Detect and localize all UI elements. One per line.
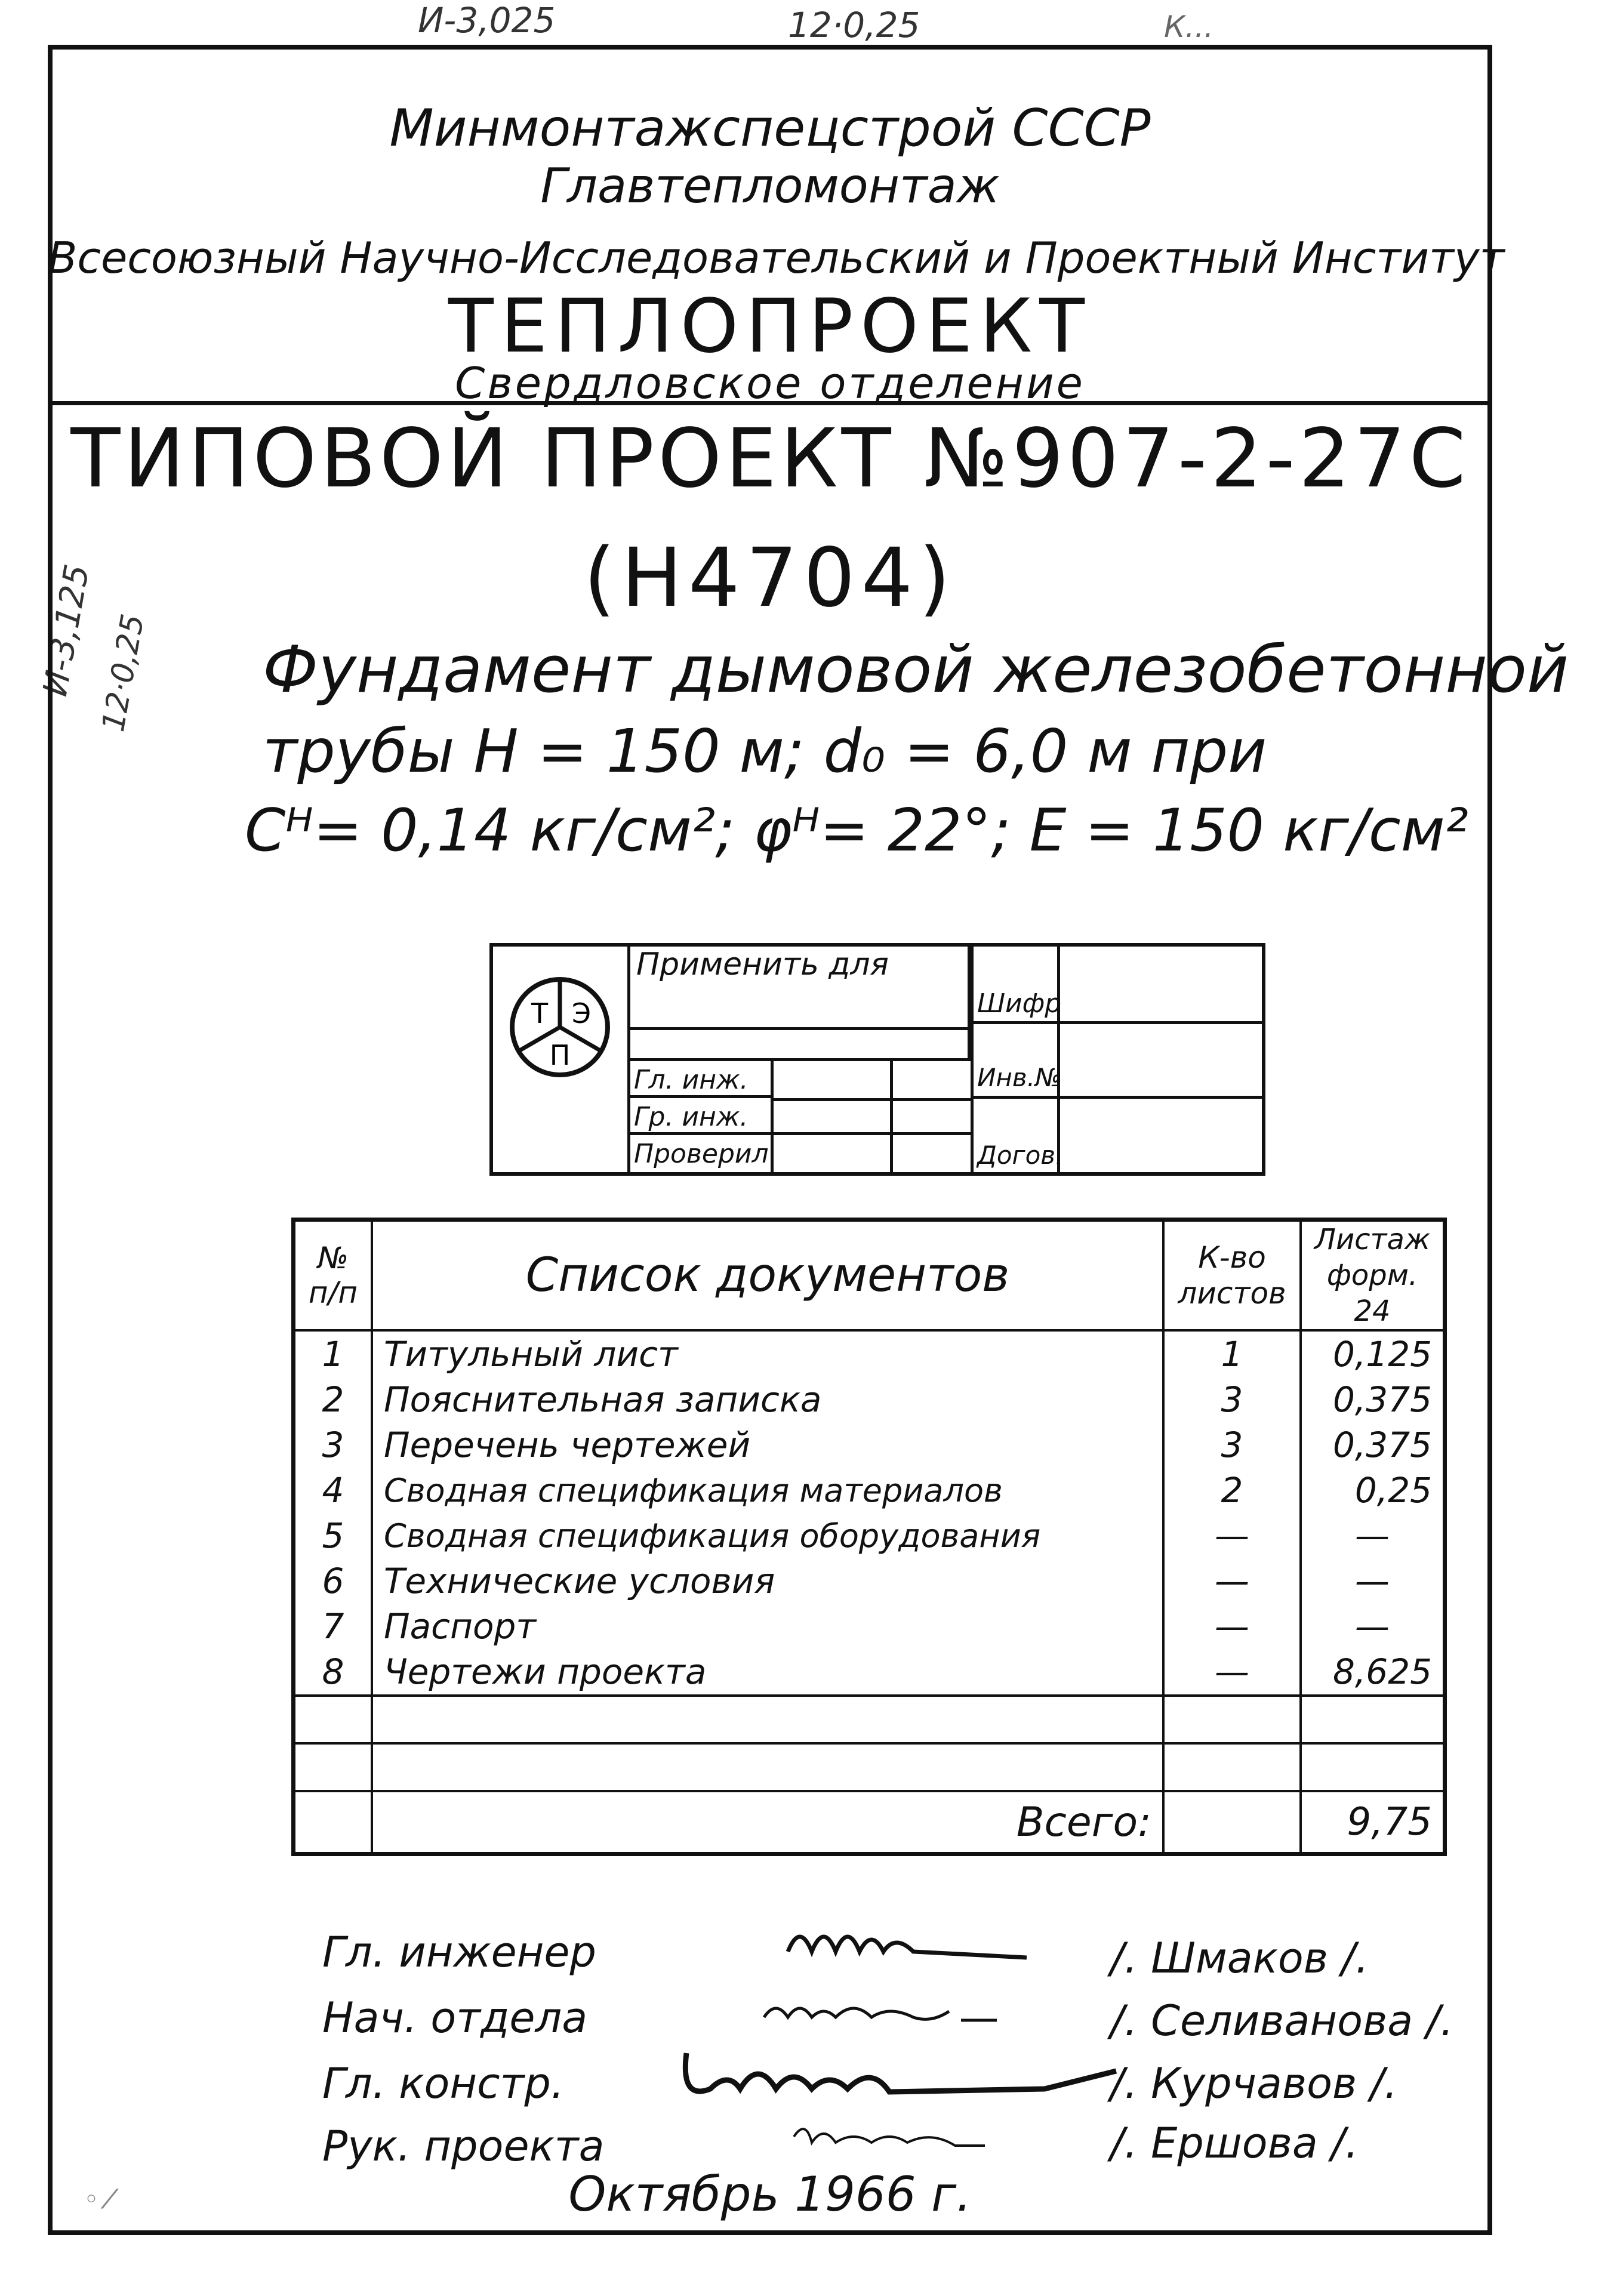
margin-note-top-right: К... (1164, 10, 1214, 44)
margin-note-top-mid: 12·0,25 (788, 5, 920, 45)
row-count: — (1163, 1513, 1301, 1558)
empty-cell (294, 1743, 372, 1791)
table-row (294, 1377, 1445, 1422)
empty-cell (1301, 1696, 1445, 1743)
documents-header-row (294, 1220, 1445, 1331)
empty-cell (372, 1696, 1163, 1743)
project-desc-line2: трубы Н = 150 м; d₀ = 6,0 м при (263, 716, 1267, 786)
institute-name: Всесоюзный Научно-Исследовательский и Проектный Институт (48, 233, 1505, 283)
branch-name: Свердловское отделение (455, 358, 1085, 408)
org-name: ТЕПЛОПРОЕКТ (448, 283, 1092, 369)
table-row (294, 1604, 1445, 1649)
signature-ershova (788, 2113, 1015, 2161)
row-sheets: 0,375 (1301, 1377, 1445, 1422)
table-row-empty (294, 1743, 1445, 1791)
project-code: (Н4704) (583, 531, 957, 625)
stamp-apply-cell (630, 947, 971, 1030)
row-title: Технические условия (372, 1558, 1163, 1604)
row-count: — (1163, 1558, 1301, 1604)
table-row (294, 1558, 1445, 1604)
stamp-checked-label: Проверил (634, 1139, 769, 1169)
table-row (294, 1330, 1445, 1377)
table-row (294, 1468, 1445, 1513)
empty-cell (294, 1791, 372, 1854)
logo-letter-t: Т (531, 997, 549, 1030)
row-sheets: 0,375 (1301, 1422, 1445, 1468)
row-title: Пояснительная записка (372, 1377, 1163, 1422)
stamp-checked-cell (630, 1135, 774, 1172)
margin-note-top-left: И-3,025 (418, 0, 556, 41)
row-sheets: — (1301, 1513, 1445, 1558)
stamp-label-col (971, 947, 1064, 1172)
stamp-logo-cell (493, 947, 630, 1172)
total-value: 9,75 (1301, 1791, 1445, 1854)
empty-cell (372, 1743, 1163, 1791)
row-title: Перечень чертежей (372, 1422, 1163, 1468)
signature-name: /. Ершова /. (1110, 2119, 1359, 2168)
logo-letter-p: П (549, 1039, 571, 1071)
row-title: Чертежи проекта (372, 1649, 1163, 1696)
stamp-contract-label: Догов. (977, 1141, 1064, 1170)
table-row (294, 1513, 1445, 1558)
logo-letter-e: Э (571, 997, 592, 1030)
row-sheets: — (1301, 1558, 1445, 1604)
row-sheets: 0,25 (1301, 1468, 1445, 1513)
signature-role: Гл. констр. (322, 2059, 565, 2108)
signature-role: Рук. проекта (322, 2122, 605, 2171)
row-count: 3 (1163, 1422, 1301, 1468)
row-sheets: — (1301, 1604, 1445, 1649)
stamp-row-line-2 (971, 1096, 1262, 1099)
stamp-inv-label: Инв.№ (977, 1063, 1061, 1092)
stamp-apply-label: Применить для (636, 947, 889, 982)
project-title: ТИПОВОЙ ПРОЕКТ №907-2-27С (70, 412, 1470, 506)
row-count: 2 (1163, 1468, 1301, 1513)
stamp-row-line-1 (971, 1021, 1262, 1024)
signature-selivanova (758, 1987, 1021, 2041)
row-title: Сводная спецификация оборудования (372, 1513, 1163, 1558)
row-num: 3 (294, 1422, 372, 1468)
row-count: — (1163, 1604, 1301, 1649)
empty-cell (294, 1696, 372, 1743)
row-num: 2 (294, 1377, 372, 1422)
empty-cell (1301, 1743, 1445, 1791)
total-label: Всего: (372, 1791, 1163, 1854)
row-title: Сводная спецификация материалов (372, 1468, 1163, 1513)
document-date: Октябрь 1966 г. (568, 2166, 972, 2222)
signature-name: /. Шмаков /. (1110, 1934, 1369, 1983)
project-desc-line1: Фундамент дымовой железобетонной (263, 633, 1569, 707)
approval-stamp (489, 943, 1265, 1176)
row-sheets: 0,125 (1301, 1330, 1445, 1377)
row-title: Титульный лист (372, 1330, 1163, 1377)
signature-role: Гл. инженер (322, 1928, 596, 1977)
signature-name: /. Селиванова /. (1110, 1996, 1454, 2045)
row-num: 4 (294, 1468, 372, 1513)
row-num: 8 (294, 1649, 372, 1696)
empty-cell (1163, 1696, 1301, 1743)
empty-cell (1163, 1791, 1301, 1854)
stamp-chief-eng-cell (630, 1061, 774, 1098)
row-count: 1 (1163, 1330, 1301, 1377)
margin-note-bottom-left: ◦ ⁄ (84, 2184, 112, 2215)
ministry-name: Минмонтажспецстрой СССР (389, 98, 1151, 158)
row-count: 3 (1163, 1377, 1301, 1422)
documents-table (291, 1218, 1447, 1856)
signature-role: Нач. отдела (322, 1993, 588, 2042)
col-count-header: К-во листов (1163, 1220, 1301, 1331)
col-num-header: № п/п (294, 1220, 372, 1331)
row-title: Паспорт (372, 1604, 1163, 1649)
empty-cell (1163, 1743, 1301, 1791)
row-num: 6 (294, 1558, 372, 1604)
table-row (294, 1422, 1445, 1468)
row-num: 7 (294, 1604, 372, 1649)
signature-name: /. Курчавов /. (1110, 2059, 1398, 2108)
row-num: 1 (294, 1330, 372, 1377)
table-total-row (294, 1791, 1445, 1854)
stamp-group-eng-label: Гр. инж. (634, 1102, 749, 1132)
department-name: Главтепломонтаж (540, 158, 1000, 214)
stamp-mid-lines (774, 1098, 971, 1135)
margin-note-left-2: 12·0,25 (96, 611, 152, 735)
stamp-cipher-label: Шифр (977, 988, 1062, 1019)
row-count: — (1163, 1649, 1301, 1696)
stamp-chief-eng-label: Гл. инж. (634, 1065, 749, 1095)
row-num: 5 (294, 1513, 372, 1558)
stamp-group-eng-cell (630, 1098, 774, 1135)
table-row (294, 1649, 1445, 1696)
col-sheets-header: Листаж форм. 24 (1301, 1220, 1445, 1331)
col-title-header: Список документов (372, 1220, 1163, 1331)
signature-shmakov (776, 1916, 1051, 1987)
margin-note-left-1: И-3,125 (36, 561, 97, 699)
project-desc-line3: Cᴴ= 0,14 кг/см²; φᴴ= 22°; Е = 150 кг/см² (245, 797, 1468, 865)
tep-logo-icon (493, 947, 627, 1172)
row-sheets: 8,625 (1301, 1649, 1445, 1696)
signature-kurchavov (674, 2035, 1128, 2119)
stamp-apply-line (630, 1030, 971, 1061)
table-row-empty (294, 1696, 1445, 1743)
